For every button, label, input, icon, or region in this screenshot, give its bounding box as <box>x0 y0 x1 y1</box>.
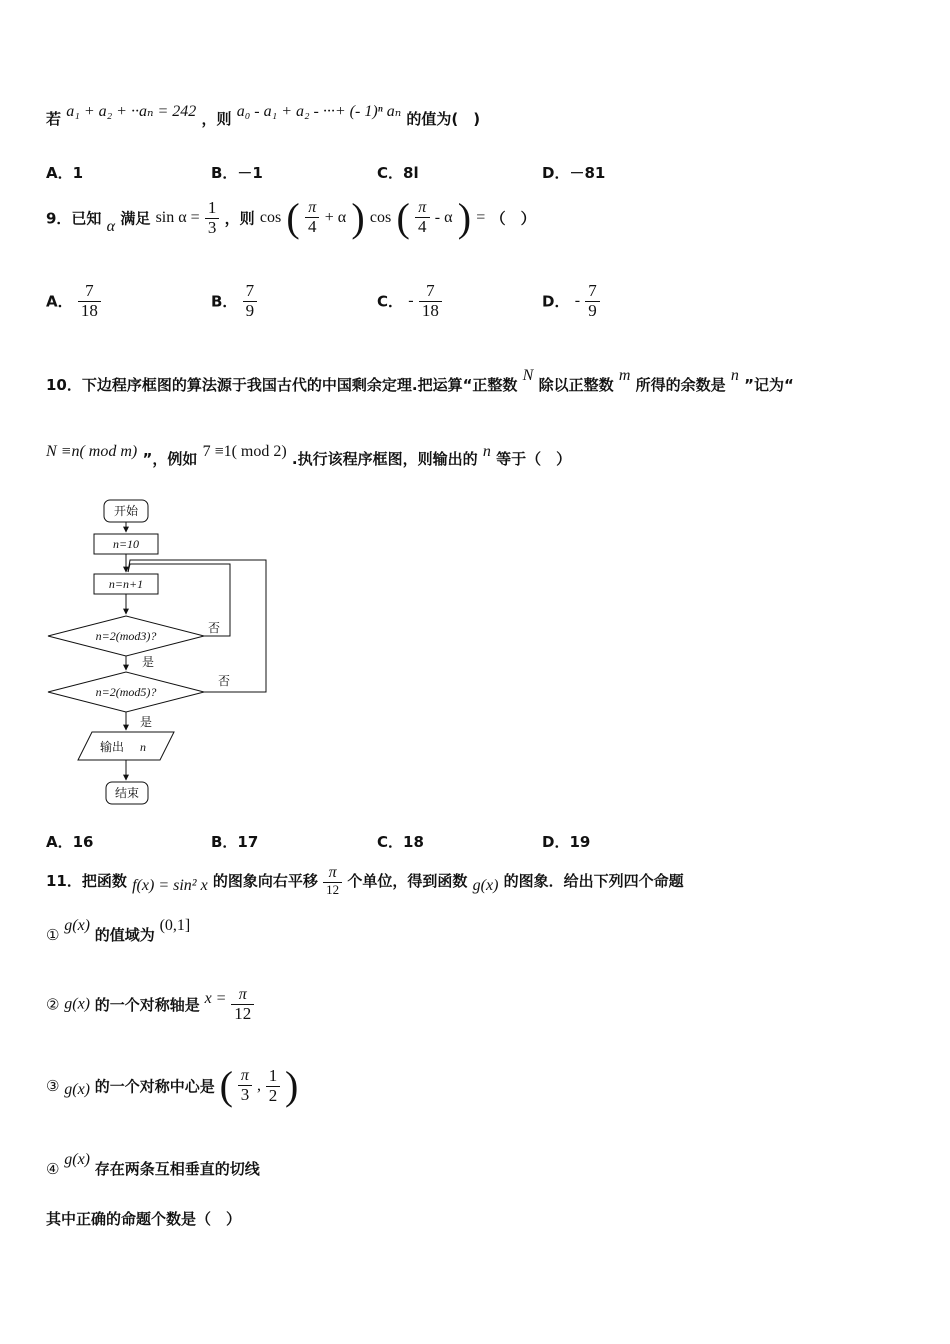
q11-text-a: 的图象向右平移 <box>212 871 318 890</box>
q9-pi-a: π <box>305 199 320 218</box>
q9-alpha: α <box>106 217 116 235</box>
q9-option-a[interactable] <box>46 282 101 320</box>
q9-sin-num: 1 <box>205 199 220 219</box>
q8-expression: a₀ - a₁ + a₂ - ···+ (- 1)ⁿ aₙ <box>236 103 402 120</box>
q11-prop-4-text: 存在两条互相垂直的切线 <box>94 1160 260 1178</box>
q11-stem <box>46 864 684 897</box>
q11-prop-3-comma: , <box>256 1077 261 1094</box>
q11-prop-2-den: 12 <box>234 1003 252 1023</box>
q9-pi-over-4-a <box>305 199 320 236</box>
q10-text-c: 所得的余数是 <box>635 376 726 394</box>
q11-prop-1-math: (0,1] <box>159 917 191 934</box>
q10-option-c[interactable]: C．18 <box>377 833 424 851</box>
q10-var-m: m <box>618 367 631 384</box>
q9-satisfy: 满足 <box>120 209 151 228</box>
q11-lead: 11．把函数 <box>46 871 127 890</box>
q11-function: f(x) = sin² x <box>132 877 208 895</box>
q10-example: 7 ≡1( mod 2) <box>202 443 287 460</box>
q9-paren-open2: ( <box>396 195 410 240</box>
q9-stem <box>46 195 536 240</box>
q11-prop-1-mark: ① <box>46 926 60 944</box>
q10-flowchart <box>40 492 280 812</box>
q9-option-d-letter: D． <box>542 292 570 311</box>
q9-option-d-sign: - <box>574 292 581 310</box>
q9-then: ，则 <box>224 209 255 228</box>
q8-option-a[interactable]: A．1 <box>46 164 84 182</box>
flow-init-label: n=10 <box>112 537 140 551</box>
q11-shift-den: 12 <box>326 881 340 897</box>
q11-ask: 其中正确的命题个数是（ ） <box>46 1210 242 1228</box>
q11-shift-fraction <box>323 864 342 897</box>
q9-plus-alpha: + α <box>324 209 347 226</box>
q9-cos1: cos <box>259 209 282 226</box>
q11-prop-3 <box>46 1063 299 1108</box>
q11-prop-1-g: g(x) <box>64 917 90 934</box>
q11-prop-1-text: 的值域为 <box>94 926 155 944</box>
q9-option-a-num: 7 <box>78 282 101 302</box>
q11-prop-2-text: 的一个对称轴是 <box>94 996 200 1015</box>
flow-end-label: 结束 <box>114 786 140 800</box>
q11-prop-3-num2: 1 <box>266 1067 281 1087</box>
q11-shift-num: π <box>323 864 342 883</box>
flow-output-box <box>78 732 174 760</box>
q11-text-c: 的图象．给出下列四个命题 <box>503 871 684 890</box>
q9-paren-open1: ( <box>286 195 300 240</box>
flow-cond2-label: n=2(mod5)? <box>95 685 157 699</box>
q9-option-b-num: 7 <box>243 282 258 302</box>
q9-option-a-den: 18 <box>80 300 98 320</box>
q8-option-c[interactable]: C．8l <box>377 164 419 182</box>
q9-option-c-den: 18 <box>421 300 439 320</box>
flow-output-var: n <box>140 740 146 754</box>
q9-option-c-num: 7 <box>419 282 442 302</box>
q10-var-N: N <box>522 367 534 384</box>
q8-option-b[interactable]: B．－1 <box>211 164 263 182</box>
q11-prop-4-g: g(x) <box>64 1151 90 1168</box>
q9-option-c-sign: - <box>408 292 414 310</box>
flow-no-label-1: 否 <box>208 621 221 635</box>
flow-no-label-2: 否 <box>218 674 231 688</box>
q11-prop-3-text: 的一个对称中心是 <box>94 1077 215 1096</box>
q10-text-f: .执行该程序框图，则输出的 <box>291 450 478 468</box>
q9-option-d-fraction <box>585 282 600 320</box>
q11-prop-2 <box>46 986 254 1023</box>
q10-text-g: 等于（ ） <box>496 450 572 468</box>
q11-prop-2-fraction <box>231 986 254 1023</box>
q10-option-b[interactable]: B．17 <box>211 833 259 851</box>
q11-prop-3-g: g(x) <box>64 1081 90 1098</box>
q10-var-n: n <box>730 367 739 384</box>
q8-mid: ，则 <box>201 110 232 128</box>
q9-lead: 9．已知 <box>46 209 102 228</box>
q9-option-c-letter: C． <box>377 292 404 311</box>
q9-four-b: 4 <box>418 216 427 236</box>
q10-text-a: 10．下边程序框图的算法源于我国古代的中国剩余定理.把运算“正整数 <box>46 376 518 394</box>
q8-option-d[interactable]: D．－81 <box>542 164 606 182</box>
q9-option-b[interactable] <box>211 282 257 320</box>
q9-paren-close2: ) <box>457 195 472 240</box>
flow-start-label: 开始 <box>113 504 139 518</box>
q11-prop-3-den2: 2 <box>268 1085 278 1105</box>
q9-option-a-letter: A． <box>46 292 73 311</box>
q11-prop-2-g: g(x) <box>64 995 90 1013</box>
q11-text-b: 个单位，得到函数 <box>347 871 468 890</box>
q10-text-b: 除以正整数 <box>538 376 614 394</box>
q11-prop-1 <box>46 917 191 945</box>
q9-option-b-den: 9 <box>245 300 255 320</box>
q9-option-b-letter: B． <box>211 292 238 311</box>
q9-four-a: 4 <box>307 216 317 236</box>
q11-prop-3-mark: ③ <box>46 1077 60 1095</box>
q9-option-d-num: 7 <box>585 282 600 302</box>
q9-option-c-fraction <box>419 282 442 320</box>
q10-line1 <box>46 367 794 395</box>
q10-option-d[interactable]: D．19 <box>542 833 591 851</box>
q11-g: g(x) <box>472 877 499 895</box>
q9-equals: = <box>476 209 486 226</box>
q10-option-a[interactable]: A．16 <box>46 833 94 851</box>
q8-tail: 的值为( ) <box>406 110 481 128</box>
q11-prop-3-num1: π <box>238 1067 253 1086</box>
q9-sin-den: 3 <box>207 217 217 237</box>
q10-text-d: ”记为“ <box>744 376 794 394</box>
q9-option-b-fraction <box>243 282 258 320</box>
q11-prop-4 <box>46 1151 260 1179</box>
q9-minus-alpha: - α <box>434 209 453 226</box>
q9-option-c[interactable] <box>377 282 442 320</box>
q10-notation: N ≡n( mod m) <box>46 443 138 460</box>
flow-cond1-label: n=2(mod3)? <box>95 629 157 643</box>
q10-line2 <box>46 443 572 469</box>
q9-option-d-den: 9 <box>588 300 597 320</box>
flow-yes-label-2: 是 <box>140 715 153 729</box>
q9-option-d[interactable] <box>542 282 600 320</box>
q8-stem <box>46 103 481 129</box>
q9-paren-close1: ) <box>351 195 365 240</box>
q9-pi-over-4-b <box>415 199 430 236</box>
q11-prop-4-mark: ④ <box>46 1160 60 1178</box>
flow-yes-label-1: 是 <box>142 655 155 669</box>
q9-sin-fraction <box>205 199 220 237</box>
q9-option-a-fraction <box>78 282 101 320</box>
q9-sin: sin α = <box>155 209 200 226</box>
q11-prop-3-frac1 <box>238 1067 253 1104</box>
q11-prop-2-mark: ② <box>46 995 60 1014</box>
q11-prop-3-frac2 <box>266 1067 281 1105</box>
q11-prop-3-open: ( <box>219 1063 233 1108</box>
q10-text-e: ”，例如 <box>142 450 198 468</box>
q9-pi-b: π <box>415 199 430 218</box>
q8-lead: 若 <box>46 110 62 128</box>
q11-prop-3-close: ) <box>285 1063 299 1108</box>
q11-prop-3-den1: 3 <box>240 1084 250 1104</box>
q11-prop-2-num: π <box>231 986 254 1005</box>
q9-cos2: cos <box>369 209 392 226</box>
q10-var-n2: n <box>482 443 491 460</box>
flow-step-label: n=n+1 <box>108 577 144 591</box>
q8-condition: a₁ + a₂ + ··aₙ = 242 <box>66 103 197 120</box>
q11-prop-2-math: x = <box>204 989 227 1007</box>
flow-output-label: 输出 <box>100 740 125 754</box>
q9-answer-paren: （ ） <box>490 209 536 228</box>
